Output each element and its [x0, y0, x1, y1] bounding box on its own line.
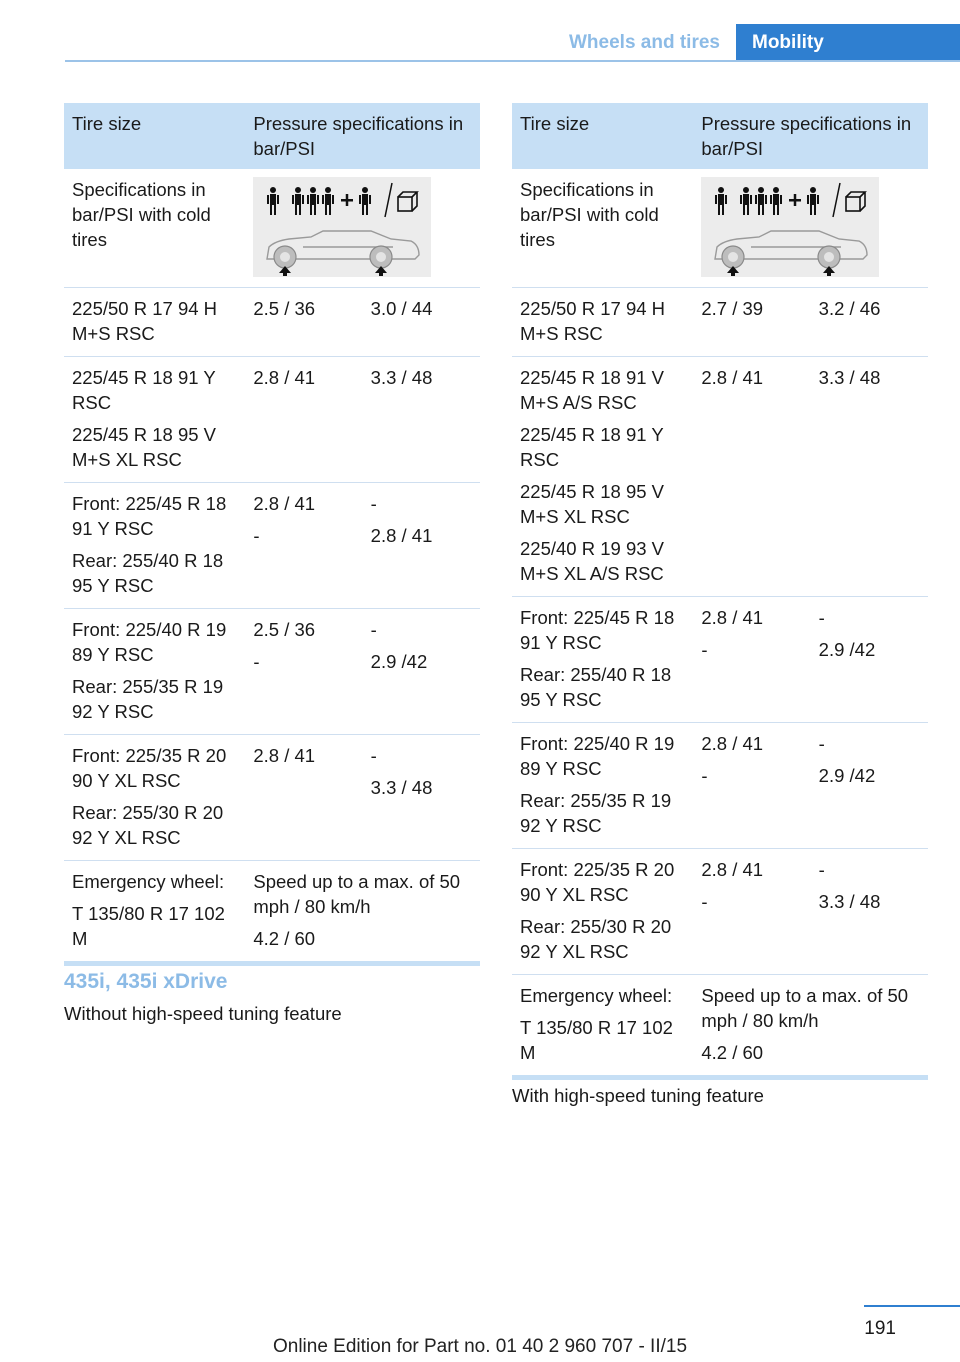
pressure-normal-cell-line: -	[701, 639, 708, 660]
pressure-full-load-cell-line: 3.3 / 48	[370, 367, 433, 388]
emergency-wheel-info-cell	[245, 861, 480, 962]
table-row	[512, 849, 928, 975]
tire-size-cell-line: Front: 225/45 R 18 91 Y RSC	[72, 493, 227, 539]
emergency-wheel-info-cell	[693, 975, 928, 1076]
tire-size-cell-line: Front: 225/40 R 19 89 Y RSC	[520, 733, 675, 779]
header-tire-size: Tire size	[64, 103, 245, 169]
pressure-full-load-cell	[363, 735, 480, 861]
tire-size-cell-line: 225/45 R 18 95 V M+S XL RSC	[520, 481, 664, 527]
pressure-full-load-cell	[811, 357, 928, 597]
tire-size-cell-line: Front: 225/35 R 20 90 Y XL RSC	[520, 859, 675, 905]
emergency-wheel-label: Emergency wheel:	[520, 985, 673, 1006]
pressure-normal-cell-line: -	[253, 525, 260, 546]
tire-size-cell-line: 225/45 R 18 95 V M+S XL RSC	[72, 424, 216, 470]
tire-size-cell	[64, 288, 245, 357]
header-section-title: Wheels and tires	[569, 32, 720, 53]
pressure-normal-cell	[693, 597, 810, 723]
emergency-wheel-note: Speed up to a max. of 50 mph / 80 km/h	[253, 871, 461, 917]
emergency-wheel-row	[512, 975, 928, 1076]
pressure-full-load-cell-line: 3.3 / 48	[370, 777, 433, 798]
load-diagram-cell	[245, 169, 480, 288]
right-table-bottom-rule	[512, 1075, 928, 1080]
pressure-normal-cell	[245, 288, 362, 357]
pressure-normal-cell-line: 2.8 / 41	[253, 493, 316, 514]
tire-size-cell-line: 225/45 R 18 91 Y RSC	[520, 424, 664, 470]
header-pressure: Pressure specifications in bar/PSI	[245, 103, 480, 169]
pressure-full-load-cell-line: -	[370, 619, 377, 640]
pressure-full-load-cell-line: 3.3 / 48	[818, 891, 881, 912]
pressure-normal-cell-line: 2.8 / 41	[253, 745, 316, 766]
tire-size-cell-line: 225/45 R 18 91 Y RSC	[72, 367, 216, 413]
tire-size-cell	[512, 357, 693, 597]
tire-size-cell-line: Rear: 255/40 R 18 95 Y RSC	[72, 550, 224, 596]
footer-edition: Online Edition for Part no. 01 40 2 960 707 - II/15	[272, 1336, 688, 1357]
header-tire-size: Tire size	[512, 103, 693, 169]
pressure-normal-cell-line: 2.7 / 39	[701, 298, 764, 319]
table-row	[512, 723, 928, 849]
tire-size-cell-line: 225/45 R 18 91 V M+S A/S RSC	[520, 367, 664, 413]
emergency-wheel-cell	[64, 861, 245, 962]
table-row	[512, 357, 928, 597]
pressure-full-load-cell	[363, 609, 480, 735]
pressure-normal-cell	[245, 483, 362, 609]
pressure-full-load-cell-line: 2.9 /42	[818, 765, 876, 786]
emergency-wheel-note: Speed up to a max. of 50 mph / 80 km/h	[701, 985, 909, 1031]
header-chapter-tab: Mobility	[736, 24, 960, 62]
emergency-wheel-pressure: 4.2 / 60	[253, 928, 316, 949]
pressure-normal-cell-line: 2.8 / 41	[701, 367, 764, 388]
emergency-wheel-cell	[512, 975, 693, 1076]
pressure-normal-cell	[693, 288, 810, 357]
page-number: 191	[864, 1318, 896, 1339]
table-row	[64, 357, 480, 483]
emergency-wheel-size: T 135/80 R 17 102 M	[72, 903, 225, 949]
tire-size-cell	[64, 483, 245, 609]
pressure-normal-cell-line: 2.8 / 41	[253, 367, 316, 388]
pressure-normal-cell	[693, 723, 810, 849]
tire-size-cell-line: Front: 225/40 R 19 89 Y RSC	[72, 619, 227, 665]
table-row	[64, 735, 480, 861]
left-table-body	[64, 169, 480, 961]
pressure-full-load-cell-line: 3.3 / 48	[818, 367, 881, 388]
header-rule	[65, 60, 960, 62]
tire-size-cell	[64, 735, 245, 861]
pressure-normal-cell	[245, 357, 362, 483]
table-row	[64, 288, 480, 357]
table-row	[512, 288, 928, 357]
tire-size-cell	[64, 357, 245, 483]
pressure-normal-cell-line: -	[701, 891, 708, 912]
pressure-full-load-cell-line: 3.0 / 44	[370, 298, 433, 319]
pressure-full-load-cell-line: -	[370, 493, 377, 514]
pressure-normal-cell	[693, 849, 810, 975]
pressure-full-load-cell	[811, 849, 928, 975]
pressure-full-load-cell-line: 3.2 / 46	[818, 298, 881, 319]
pressure-normal-cell-line: 2.5 / 36	[253, 619, 316, 640]
pressure-normal-cell-line: -	[701, 765, 708, 786]
pressure-full-load-cell-line: 2.8 / 41	[370, 525, 433, 546]
pressure-full-load-cell	[363, 483, 480, 609]
pressure-normal-cell-line: -	[253, 651, 260, 672]
left-tire-table-container	[64, 103, 480, 966]
tire-size-cell-line: Front: 225/35 R 20 90 Y XL RSC	[72, 745, 227, 791]
pressure-normal-cell-line: 2.8 / 41	[701, 607, 764, 628]
pressure-normal-cell	[693, 357, 810, 597]
pressure-full-load-cell-line: -	[818, 607, 825, 628]
page-number-rule	[864, 1305, 960, 1307]
pressure-full-load-cell-line: -	[818, 733, 825, 754]
right-tire-table-container	[512, 103, 928, 1080]
tire-size-cell	[512, 288, 693, 357]
pressure-normal-cell-line: 2.8 / 41	[701, 733, 764, 754]
pressure-full-load-cell-line: 2.9 /42	[370, 651, 428, 672]
tire-size-cell-line: Front: 225/45 R 18 91 Y RSC	[520, 607, 675, 653]
right-tire-table	[512, 103, 928, 1075]
pressure-full-load-cell	[811, 723, 928, 849]
pressure-full-load-cell	[363, 288, 480, 357]
left-table-bottom-rule	[64, 961, 480, 966]
right-subtitle: With high-speed tuning feature	[512, 1085, 764, 1106]
table-row	[64, 483, 480, 609]
tire-size-cell	[512, 597, 693, 723]
tire-size-cell	[512, 849, 693, 975]
tire-size-cell	[64, 609, 245, 735]
spec-label: Specifications in bar/PSI with cold tires	[72, 179, 211, 250]
emergency-wheel-row	[64, 861, 480, 962]
tire-size-cell-line: 225/50 R 17 94 H M+S RSC	[72, 298, 218, 344]
load-car-diagram-icon	[253, 177, 431, 277]
emergency-wheel-pressure: 4.2 / 60	[701, 1042, 764, 1063]
right-table-body	[512, 169, 928, 1075]
pressure-full-load-cell	[363, 357, 480, 483]
emergency-wheel-label: Emergency wheel:	[72, 871, 225, 892]
section-subtitle: Without high-speed tuning feature	[64, 1003, 342, 1024]
tire-size-cell-line: 225/40 R 19 93 V M+S XL A/S RSC	[520, 538, 664, 584]
pressure-normal-cell-line: 2.5 / 36	[253, 298, 316, 319]
section-title: 435i, 435i xDrive	[64, 970, 228, 993]
pressure-full-load-cell	[811, 597, 928, 723]
pressure-normal-cell	[245, 735, 362, 861]
pressure-normal-cell	[245, 609, 362, 735]
table-row	[64, 609, 480, 735]
left-tire-table	[64, 103, 480, 961]
pressure-full-load-cell-line: -	[818, 859, 825, 880]
emergency-wheel-size: T 135/80 R 17 102 M	[520, 1017, 673, 1063]
tire-size-cell-line: Rear: 255/35 R 19 92 Y RSC	[72, 676, 224, 722]
load-car-diagram-icon	[701, 177, 879, 277]
tire-size-cell-line: Rear: 255/40 R 18 95 Y RSC	[520, 664, 672, 710]
tire-size-cell-line: Rear: 255/30 R 20 92 Y XL RSC	[520, 916, 672, 962]
tire-size-cell-line: Rear: 255/35 R 19 92 Y RSC	[520, 790, 672, 836]
pressure-full-load-cell-line: 2.9 /42	[818, 639, 876, 660]
pressure-normal-cell-line: 2.8 / 41	[701, 859, 764, 880]
header-pressure: Pressure specifications in bar/PSI	[693, 103, 928, 169]
tire-size-cell-line: Rear: 255/30 R 20 92 Y XL RSC	[72, 802, 224, 848]
load-diagram-cell	[693, 169, 928, 288]
tire-size-cell-line: 225/50 R 17 94 H M+S RSC	[520, 298, 666, 344]
tire-size-cell	[512, 723, 693, 849]
table-row	[512, 597, 928, 723]
spec-label: Specifications in bar/PSI with cold tires	[520, 179, 659, 250]
pressure-full-load-cell-line: -	[370, 745, 377, 766]
pressure-full-load-cell	[811, 288, 928, 357]
